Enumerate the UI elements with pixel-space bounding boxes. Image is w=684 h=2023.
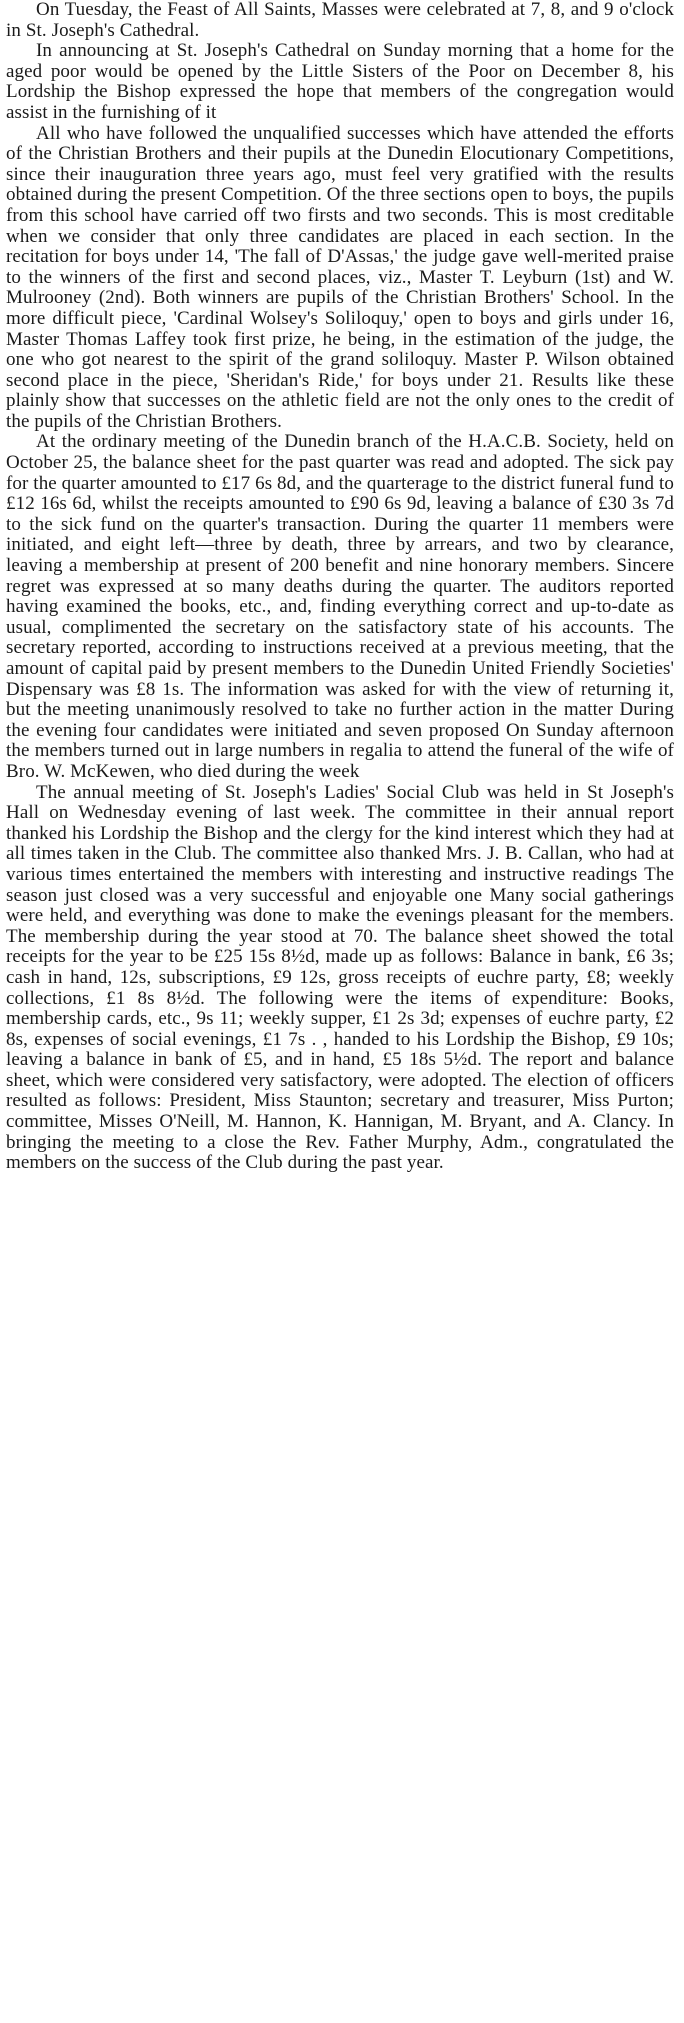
paragraph-hacb-society-meeting: At the ordinary meeting of the Dunedin branch of the H.A.C.B. Society, held on October 25, the balance sheet for the past quarter was read and adopted. The sick pay for the quarter amounted to £17 6s 8d, and the quarterage to the district funeral fund to £12 16s 6d, whilst the receipts amounted to £90 6s 9d, leaving a balance of £30 3s 7d to the sick fund on the quarter's transaction. During the quarter 11 members were initiated, and eight left—three by death, three by arrears, and two by clearance, leaving a membership at present of 200 benefit and nine honorary members. Sincere regret was expressed at so many deaths during the quarter. The auditors reported having examined the books, etc., and, finding everything correct and up-to-date as usual, complimented the secretary on the satisfactory state of his accounts. The secretary reported, according to instructions received at a previous meeting, that the amount of capital paid by present members to the Dunedin United Friendly Societies' Dispensary was £8 1s. The information was asked for with the view of returning it, but the meeting unanimously resolved to take no further action in the matter During the evening four candidates were initiated and seven proposed On Sunday afternoon the members turned out in large numbers in regalia to attend the funeral of the wife of Bro. W. McKewen, who died during the week (6, 431, 674, 782)
paragraph-elocutionary-competitions: All who have followed the unqualified successes which have attended the efforts of the Christian Brothers and their pupils at the Dunedin Elocutionary Competitions, since their inauguration three years ago, must feel very gratified with the results obtained during the present Competition. Of the three sections open to boys, the pupils from this school have carried off two firsts and two seconds. This is most creditable when we consider that only three candidates are placed in each section. In the recitation for boys under 14, 'The fall of D'Assas,' the judge gave well-merited praise to the winners of the first and second places, viz., Master T. Leyburn (1st) and W. Mulrooney (2nd). Both winners are pupils of the Christian Brothers' School. In the more difficult piece, 'Cardinal Wolsey's Soliloquy,' open to boys and girls under 16, Master Thomas Laffey took first prize, he being, in the estimation of the judge, the one who got nearest to the spirit of the grand soliloquy. Master P. Wilson obtained second place in the piece, 'Sheridan's Ride,' for boys under 21. Results like these plainly show that successes on the athletic field are not the only ones to the credit of the pupils of the Christian Brothers. (6, 122, 674, 432)
paragraph-home-for-aged-poor: In announcing at St. Joseph's Cathedral on Sunday morning that a home for the aged poor would be opened by the Little Sisters of the Poor on December 8, his Lordship the Bishop expressed the hope that members of the congregation would assist in the furnishing of it (6, 40, 674, 123)
paragraph-all-saints-masses: On Tuesday, the Feast of All Saints, Masses were celebrated at 7, 8, and 9 o'clock in St. Joseph's Cathedral. (6, 0, 674, 41)
article-column (6, 0, 674, 1174)
paragraph-ladies-social-club: The annual meeting of St. Joseph's Ladies' Social Club was held in St Joseph's Hall on Wednesday evening of last week. The committee in their annual report thanked his Lordship the Bishop and the clergy for the kind interest which they had at all times taken in the Club. The committee also thanked Mrs. J. B. Callan, who had at various times entertained the members with interesting and instructive readings The season just closed was a very successful and enjoyable one Many social gatherings were held, and everything was done to make the evenings pleasant for the members. The membership during the year stood at 70. The balance sheet showed the total receipts for the year to be £25 15s 8½d, made up as follows: Balance in bank, £6 3s; cash in hand, 12s, subscriptions, £9 12s, gross receipts of euchre party, £8; weekly collections, £1 8s 8½d. The following were the items of expenditure: Books, membership cards, etc., 9s 11; weekly supper, £1 2s 3d; expenses of euchre party, £2 8s, expenses of social evenings, £1 7s . , handed to his Lordship the Bishop, £9 10s; leaving a balance in bank of £5, and in hand, £5 18s 5½d. The report and balance sheet, which were considered very satisfactory, were adopted. The election of officers resulted as follows: President, Miss Staunton; secretary and treasurer, Miss Purton; committee, Misses O'Neill, M. Hannon, K. Hannigan, M. Bryant, and A. Clancy. In bringing the meeting to a close the Rev. Father Murphy, Adm., congratulated the members on the success of the Club during the past year. (6, 781, 674, 1174)
